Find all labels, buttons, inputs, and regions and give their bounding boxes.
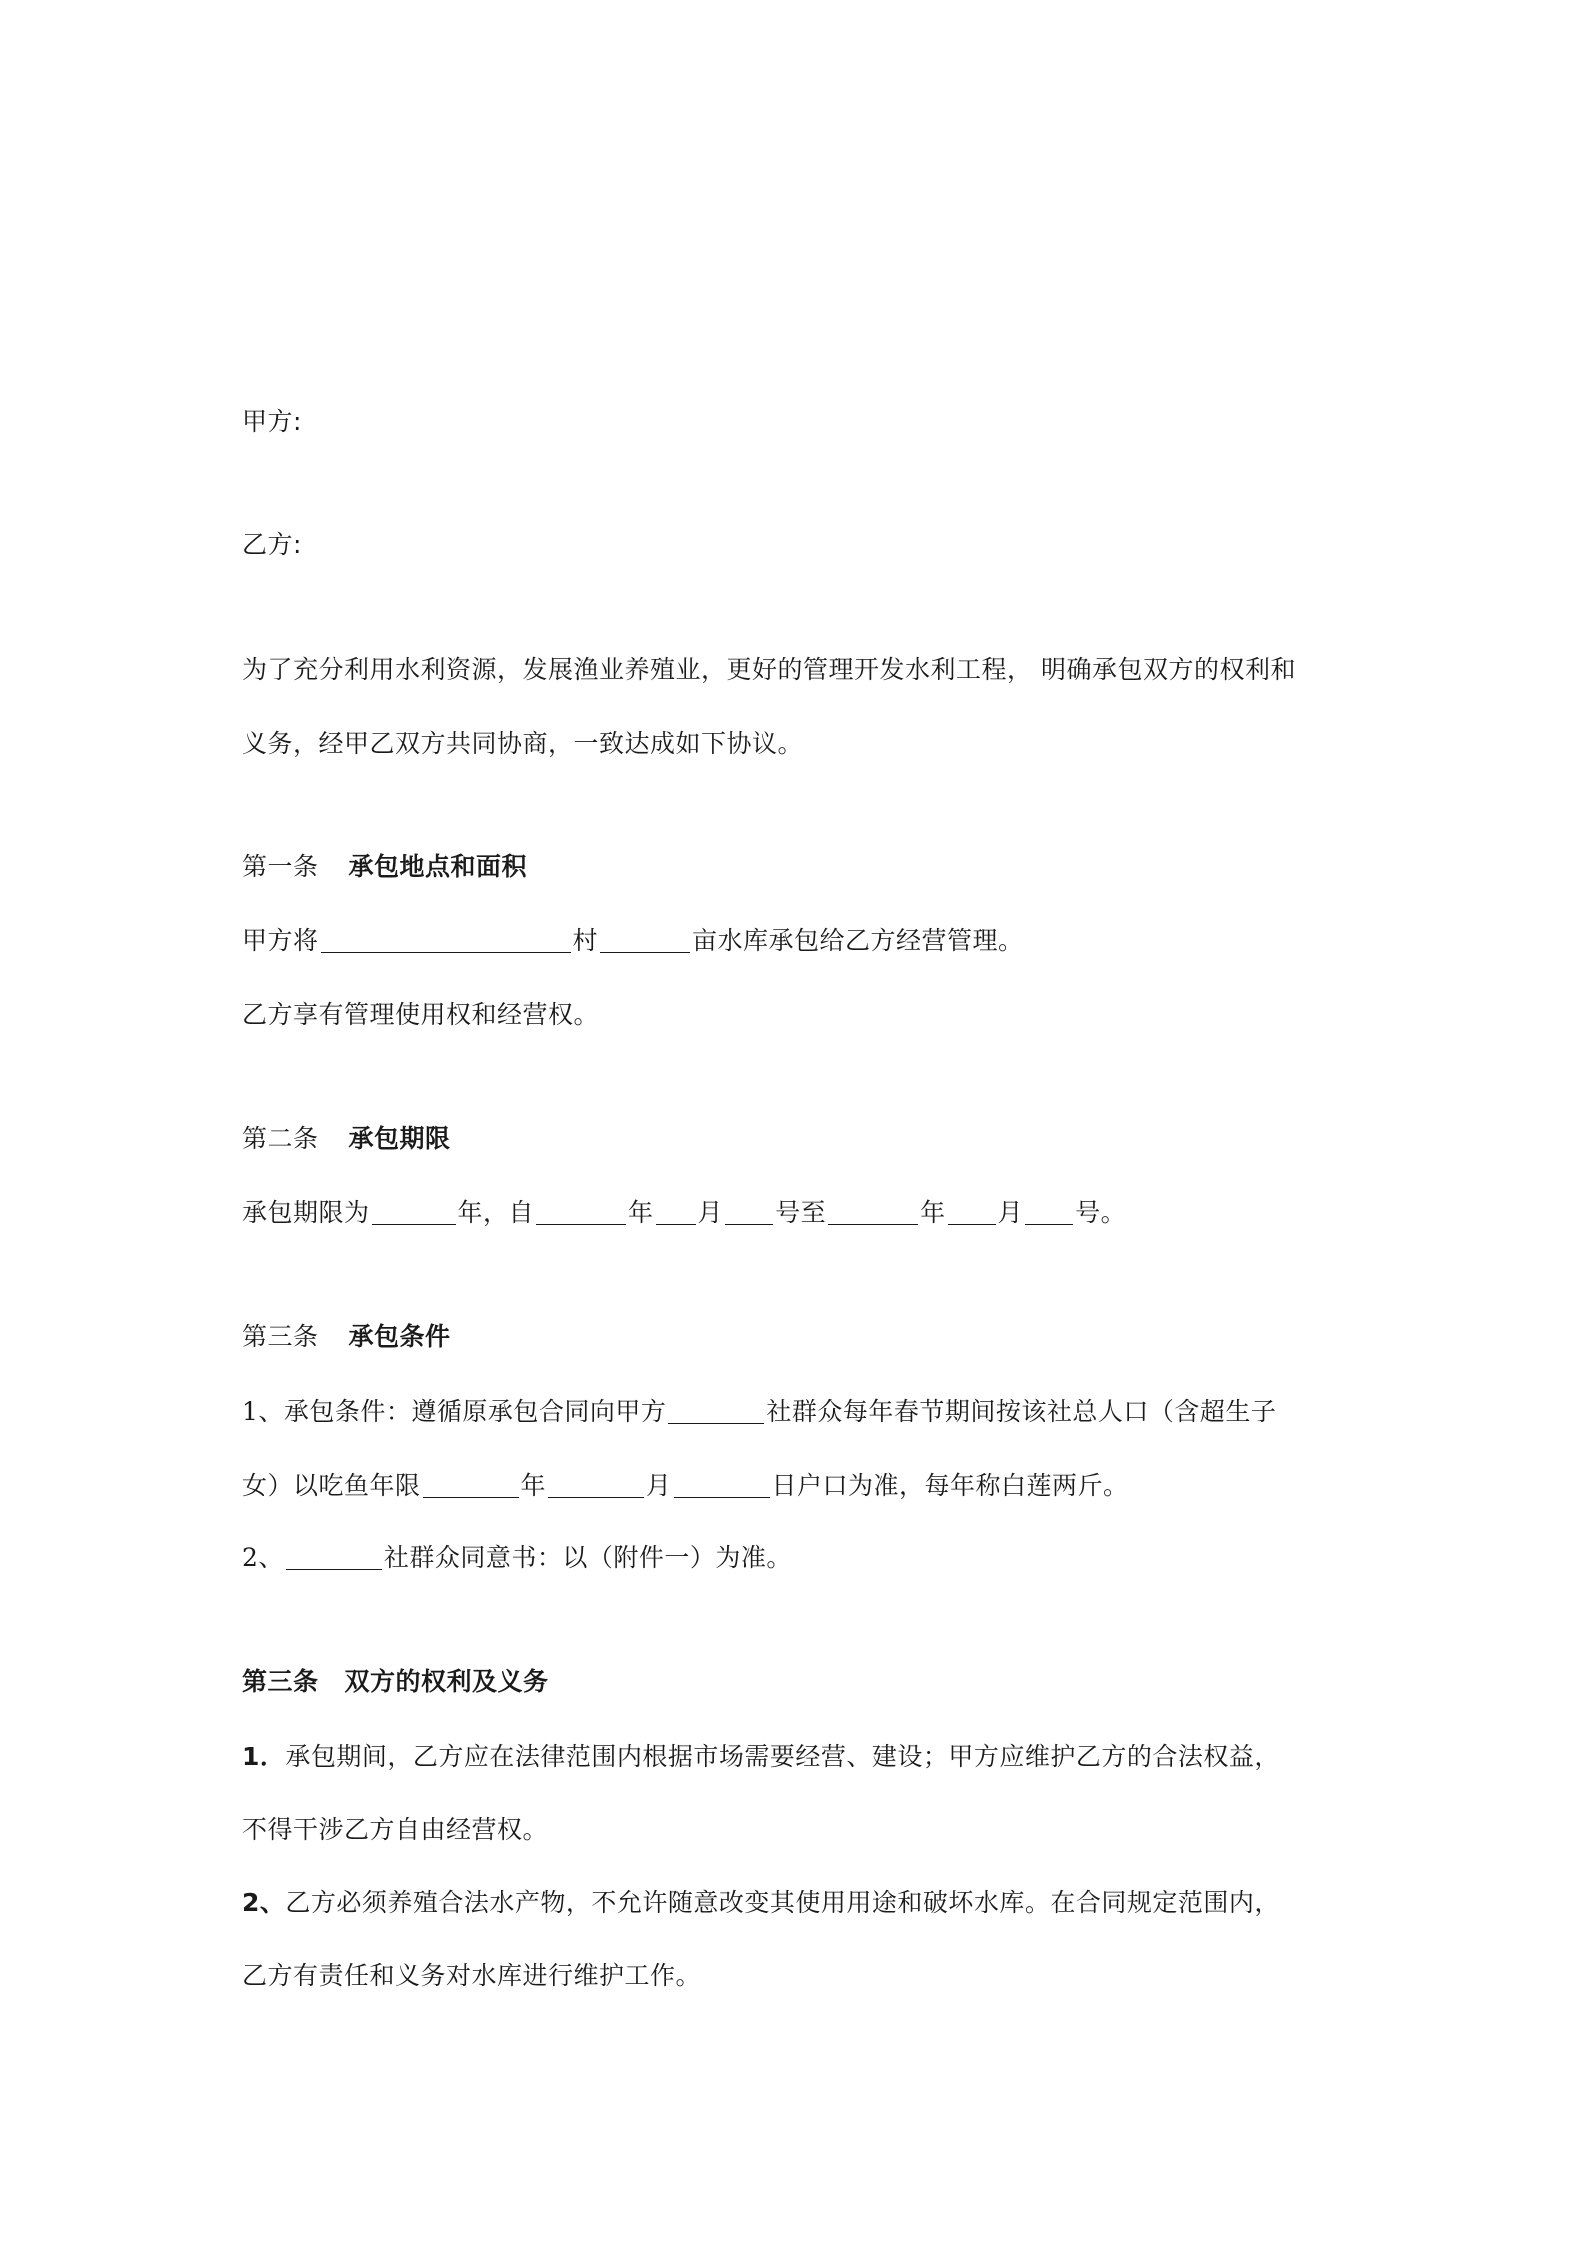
article-4-item-2-line-1 bbox=[242, 1886, 1280, 1920]
article-4-item-1-text-a: 承包期间，乙方应在法律范围内根据市场需要经营、建设；甲方应维护乙方的合法权益， bbox=[285, 1742, 1280, 1771]
article-1-text-c: 亩水库承包给乙方经营管理。 bbox=[692, 926, 1024, 955]
article-2-title: 承包期限 bbox=[348, 1124, 451, 1153]
article-1-paragraph-1 bbox=[242, 924, 1024, 958]
fish-month-blank[interactable] bbox=[548, 1471, 644, 1498]
consent-community-blank[interactable] bbox=[286, 1543, 382, 1570]
article-3-item-1-number: 1、 bbox=[242, 1397, 284, 1426]
start-year-blank[interactable] bbox=[536, 1198, 626, 1225]
fish-year-blank[interactable] bbox=[423, 1471, 519, 1498]
end-day-blank[interactable] bbox=[1025, 1198, 1073, 1225]
start-day-blank[interactable] bbox=[725, 1198, 773, 1225]
village-blank[interactable] bbox=[321, 926, 571, 953]
article-4-item-1-line-2: 不得干涉乙方自由经营权。 bbox=[242, 1815, 549, 1844]
area-blank[interactable] bbox=[600, 926, 690, 953]
party-b-label: 乙方: bbox=[242, 530, 302, 559]
article-4-item-2-line-2: 乙方有责任和义务对水库进行维护工作。 bbox=[242, 1961, 702, 1990]
article-2-text-c: 年 bbox=[628, 1198, 654, 1227]
article-2-heading bbox=[242, 1122, 451, 1156]
article-2-text-b: 年，自 bbox=[457, 1198, 535, 1227]
article-1-heading bbox=[242, 850, 527, 884]
article-4-item-2-text-a: 乙方必须养殖合法水产物，不允许随意改变其使用用途和破坏水库。在合同规定范围内， bbox=[285, 1888, 1280, 1917]
article-3-item-1-line-1 bbox=[242, 1395, 1276, 1429]
article-2-text-f: 年 bbox=[920, 1198, 946, 1227]
article-2-text-h: 号。 bbox=[1075, 1198, 1127, 1227]
article-3-item-1-text-c: 女）以吃鱼年限 bbox=[242, 1471, 421, 1500]
article-1-title: 承包地点和面积 bbox=[348, 852, 528, 881]
article-1-text-a: 甲方将 bbox=[242, 926, 319, 955]
article-3-item-2-text-a: 社群众同意书：以（附件一）为准。 bbox=[383, 1543, 792, 1572]
article-3-item-1-text-f: 日户口为准，每年称白莲两斤。 bbox=[771, 1471, 1129, 1500]
article-2-number: 第二条 bbox=[242, 1124, 319, 1153]
intro-line-1: 为了充分利用水利资源，发展渔业养殖业，更好的管理开发水利工程， 明确承包双方的权利和 bbox=[242, 655, 1296, 684]
article-2-paragraph-1 bbox=[242, 1196, 1126, 1230]
article-3-item-1-text-b: 社群众每年春节期间按该社总人口（含超生子 bbox=[766, 1397, 1277, 1426]
party-a-label: 甲方: bbox=[242, 407, 302, 436]
article-2-text-g: 月 bbox=[997, 1198, 1024, 1227]
article-4-heading bbox=[242, 1665, 549, 1699]
article-4-item-2-number: 2、 bbox=[242, 1888, 286, 1917]
fish-day-blank[interactable] bbox=[674, 1471, 770, 1498]
article-3-item-2 bbox=[242, 1541, 792, 1575]
end-month-blank[interactable] bbox=[948, 1198, 996, 1225]
article-4-item-1-line-1 bbox=[242, 1740, 1280, 1774]
article-2-text-e: 号至 bbox=[775, 1198, 827, 1227]
article-2-text-d: 月 bbox=[697, 1198, 724, 1227]
article-3-title: 承包条件 bbox=[348, 1322, 451, 1351]
article-3-item-1-text-d: 年 bbox=[520, 1471, 547, 1500]
article-3-item-1-line-2 bbox=[242, 1469, 1129, 1503]
intro-line-2: 义务，经甲乙双方共同协商，一致达成如下协议。 bbox=[242, 729, 804, 758]
article-3-heading bbox=[242, 1320, 451, 1354]
article-2-text-a: 承包期限为 bbox=[242, 1198, 370, 1227]
article-4-item-1-number: 1． bbox=[242, 1742, 286, 1771]
article-3-item-2-number: 2、 bbox=[242, 1543, 284, 1572]
article-3-item-1-text-a: 承包条件：遵循原承包合同向甲方 bbox=[283, 1397, 667, 1426]
community-blank[interactable] bbox=[668, 1397, 764, 1424]
article-1-number: 第一条 bbox=[242, 852, 319, 881]
term-years-blank[interactable] bbox=[372, 1198, 456, 1225]
article-1-text-b: 村 bbox=[572, 926, 599, 955]
article-1-paragraph-2: 乙方享有管理使用权和经营权。 bbox=[242, 1000, 600, 1029]
article-3-number: 第三条 bbox=[242, 1322, 319, 1351]
end-year-blank[interactable] bbox=[828, 1198, 918, 1225]
article-4-title: 双方的权利及义务 bbox=[344, 1667, 549, 1696]
start-month-blank[interactable] bbox=[656, 1198, 696, 1225]
article-3-item-1-text-e: 月 bbox=[646, 1471, 672, 1500]
article-4-number: 第三条 bbox=[242, 1667, 319, 1696]
